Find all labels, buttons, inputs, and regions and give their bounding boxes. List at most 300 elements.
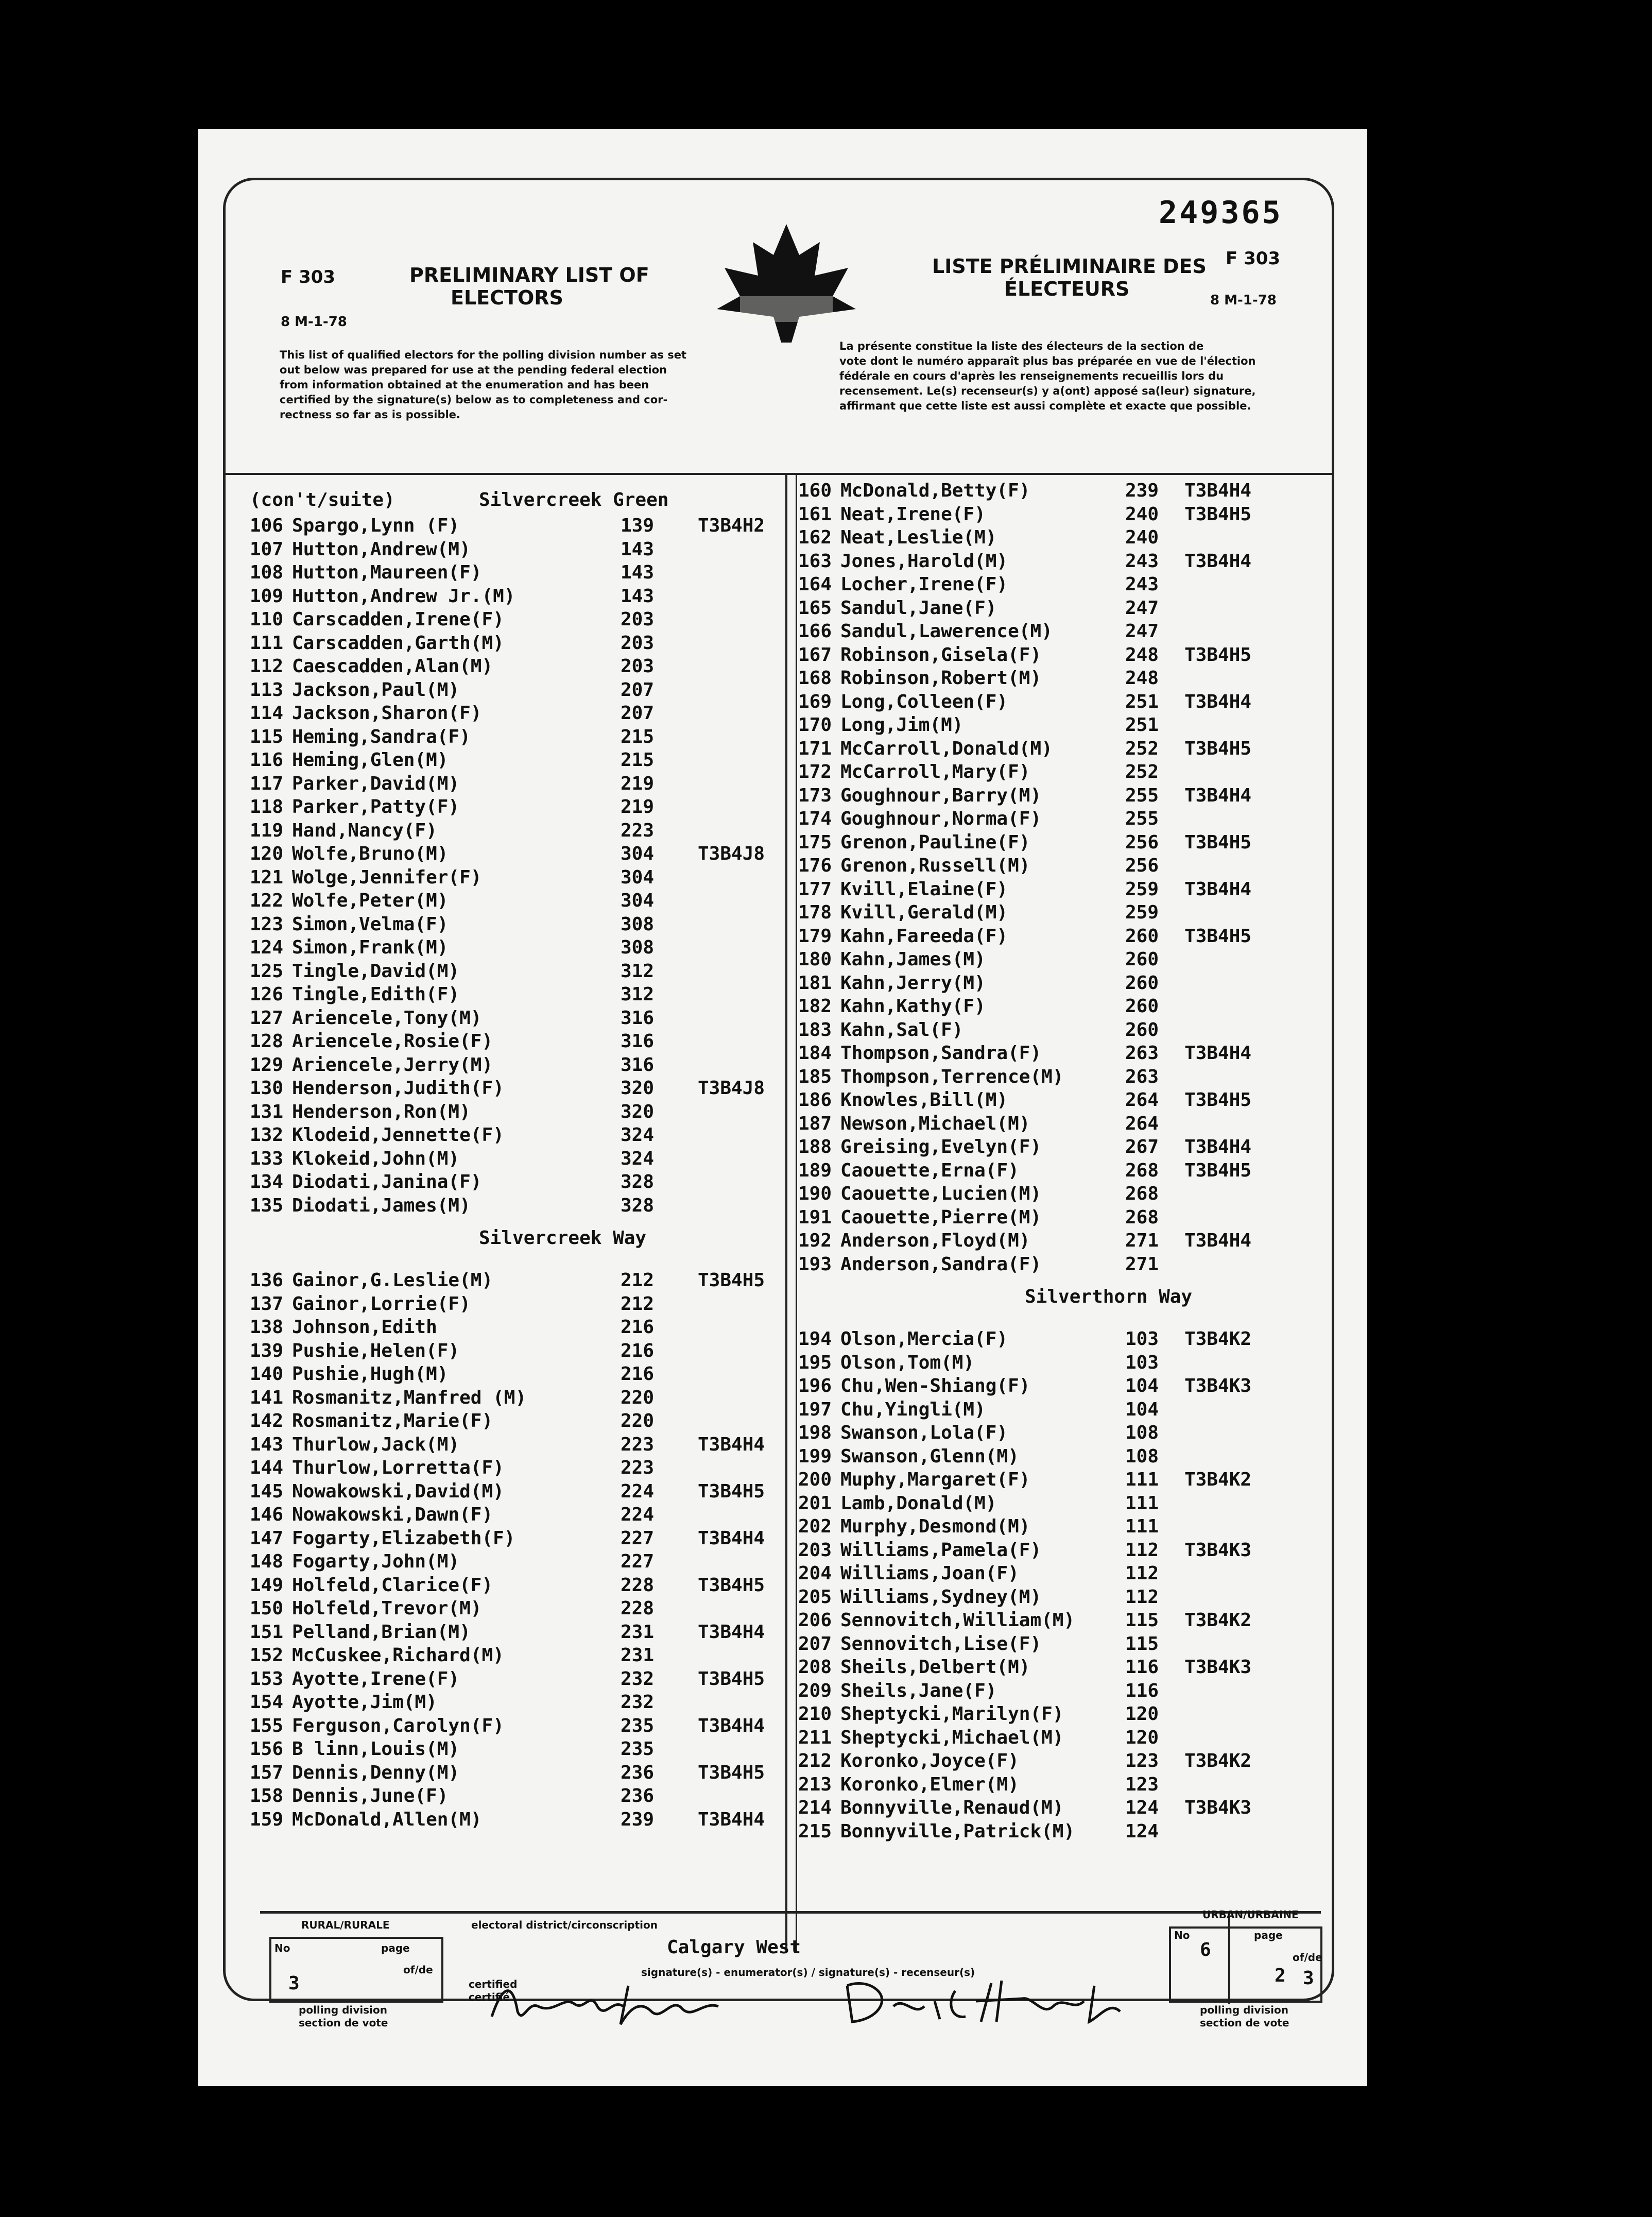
elector-name: Gainor,Lorrie(F) (292, 1293, 471, 1315)
elector-name: Tingle,Edith(F) (292, 984, 460, 1005)
civic-number: 236 (621, 1785, 655, 1806)
elector-number: 195 (798, 1352, 832, 1373)
elector-name: Long,Colleen(F) (840, 691, 1008, 712)
civic-number: 143 (621, 585, 655, 607)
title-en (409, 264, 649, 309)
elector-name: Gainor,G.Leslie(M) (292, 1270, 493, 1291)
postal-code: T3B4H4 (698, 1434, 765, 1455)
postal-code: T3B4H5 (1184, 925, 1252, 947)
elector-name: McDonald,Allen(M) (292, 1809, 482, 1830)
elector-name: Robinson,Robert(M) (840, 668, 1042, 689)
elector-name: Ayotte,Jim(M) (292, 1692, 437, 1713)
notice-line: La présente constitue la liste des électeurs de la section de (839, 340, 1204, 352)
elector-name: Ferguson,Carolyn(F) (292, 1715, 504, 1736)
civic-number: 228 (621, 1598, 655, 1619)
elector-name: Bonnyville,Patrick(M) (840, 1820, 1075, 1842)
elector-number: 198 (798, 1422, 832, 1443)
elector-name: Fogarty,Elizabeth(F) (292, 1527, 515, 1549)
title-fr-line2: ÉLECTEURS (1004, 278, 1130, 300)
civic-number: 228 (621, 1574, 655, 1596)
title-fr (932, 255, 1207, 300)
elector-name: Caouette,Lucien(M) (840, 1183, 1042, 1204)
civic-number: 252 (1125, 738, 1159, 759)
civic-number: 227 (621, 1551, 655, 1572)
elector-number: 172 (798, 761, 832, 782)
column-divider-inner (796, 473, 797, 1951)
civic-number: 216 (621, 1317, 655, 1338)
serial-number: 249365 (1159, 195, 1283, 231)
civic-number: 312 (621, 984, 655, 1005)
elector-name: Thurlow,Lorretta(F) (292, 1457, 504, 1478)
elector-name: Williams,Joan(F) (840, 1563, 1019, 1584)
elector-number: 121 (250, 866, 284, 888)
civic-number: 112 (1125, 1563, 1159, 1584)
elector-number: 189 (798, 1159, 832, 1181)
civic-number: 111 (1125, 1469, 1159, 1490)
elector-name: Rosmanitz,Marie(F) (292, 1410, 493, 1431)
title-fr-line1: LISTE PRÉLIMINAIRE DES (932, 255, 1207, 278)
civic-number: 203 (621, 609, 655, 630)
elector-name: Thompson,Sandra(F) (840, 1043, 1042, 1064)
street-name: Silvercreek Way (479, 1227, 647, 1249)
civic-number: 243 (1125, 550, 1159, 572)
elector-number: 156 (250, 1738, 284, 1760)
postal-code: T3B4H5 (698, 1762, 765, 1783)
elector-name: Hand,Nancy(F) (292, 820, 437, 841)
postal-code: T3B4H4 (698, 1809, 765, 1830)
elector-number: 117 (250, 773, 284, 794)
civic-number: 112 (1125, 1586, 1159, 1608)
elector-name: Jones,Harold(M) (840, 550, 1008, 572)
elector-number: 116 (250, 749, 284, 771)
urban-polling-division-label: polling division (1200, 2004, 1288, 2016)
elector-name: Heming,Sandra(F) (292, 726, 471, 747)
postal-code: T3B4H4 (698, 1621, 765, 1643)
civic-number: 203 (621, 656, 655, 677)
notice-line: fédérale en cours d'après les renseignements recueillis lors du (839, 370, 1224, 382)
civic-number: 239 (621, 1809, 655, 1830)
street-name: Silverthorn Way (1025, 1286, 1193, 1307)
elector-number: 196 (798, 1375, 832, 1396)
civic-number: 112 (1125, 1539, 1159, 1561)
title-en-line1: PRELIMINARY LIST OF (409, 264, 649, 286)
civic-number: 108 (1125, 1422, 1159, 1443)
elector-number: 142 (250, 1410, 284, 1431)
elector-number: 211 (798, 1727, 832, 1748)
elector-name: Thurlow,Jack(M) (292, 1434, 460, 1455)
civic-number: 268 (1125, 1159, 1159, 1181)
civic-number: 304 (621, 890, 655, 911)
postal-code: T3B4K3 (1184, 1539, 1252, 1561)
elector-number: 144 (250, 1457, 284, 1478)
elector-number: 166 (798, 621, 832, 642)
postal-code: T3B4K3 (1184, 1375, 1252, 1396)
urban-polling-division-label-fr: section de vote (1200, 2017, 1289, 2029)
civic-number: 104 (1125, 1375, 1159, 1396)
elector-name: Pushie,Helen(F) (292, 1340, 460, 1361)
civic-number: 116 (1125, 1657, 1159, 1678)
elector-name: Swanson,Glenn(M) (840, 1445, 1019, 1467)
elector-name: Grenon,Russell(M) (840, 855, 1030, 876)
elector-number: 214 (798, 1797, 832, 1818)
elector-number: 192 (798, 1230, 832, 1251)
postal-code: T3B4H5 (1184, 503, 1252, 525)
elector-number: 113 (250, 679, 284, 701)
elector-number: 151 (250, 1621, 284, 1643)
notice-line: affirmant que cette liste est aussi complète et exacte que possible. (839, 400, 1251, 412)
elector-number: 119 (250, 820, 284, 841)
elector-name: Kahn,Fareeda(F) (840, 925, 1008, 947)
elector-name: Dennis,Denny(M) (292, 1762, 460, 1783)
elector-number: 139 (250, 1340, 284, 1361)
civic-number: 264 (1125, 1089, 1159, 1111)
postal-code: T3B4J8 (698, 843, 765, 864)
elector-name: Tingle,David(M) (292, 960, 460, 982)
elector-name: McDonald,Betty(F) (840, 480, 1030, 501)
elector-number: 204 (798, 1563, 832, 1584)
civic-number: 215 (621, 726, 655, 747)
elector-number: 187 (798, 1113, 832, 1134)
elector-number: 178 (798, 902, 832, 923)
elector-name: Thompson,Terrence(M) (840, 1066, 1064, 1087)
elector-number: 182 (798, 996, 832, 1017)
elector-name: Kvill,Gerald(M) (840, 902, 1008, 923)
elector-name: Robinson,Gisela(F) (840, 644, 1042, 666)
postal-code: T3B4H4 (1184, 1230, 1252, 1251)
elector-number: 157 (250, 1762, 284, 1783)
elector-name: Hutton,Maureen(F) (292, 562, 482, 583)
civic-number: 324 (621, 1148, 655, 1169)
elector-name: Sandul,Jane(F) (840, 597, 997, 619)
elector-number: 200 (798, 1469, 832, 1490)
postal-code: T3B4K2 (1184, 1328, 1252, 1350)
civic-number: 312 (621, 960, 655, 982)
civic-number: 207 (621, 703, 655, 724)
notice-en (280, 348, 733, 422)
civic-number: 259 (1125, 902, 1159, 923)
civic-number: 216 (621, 1363, 655, 1385)
civic-number: 111 (1125, 1516, 1159, 1537)
elector-number: 164 (798, 574, 832, 595)
elector-number: 141 (250, 1387, 284, 1408)
elector-name: Swanson,Lola(F) (840, 1422, 1008, 1443)
civic-number: 115 (1125, 1633, 1159, 1655)
civic-number: 143 (621, 562, 655, 583)
elector-name: Parker,Patty(F) (292, 796, 460, 817)
civic-number: 267 (1125, 1136, 1159, 1157)
rural-polling-division-label-fr: section de vote (299, 2017, 388, 2029)
civic-number: 263 (1125, 1043, 1159, 1064)
elector-name: Ariencele,Rosie(F) (292, 1031, 493, 1052)
postal-code: T3B4H5 (698, 1574, 765, 1596)
civic-number: 316 (621, 1054, 655, 1076)
elector-number: 137 (250, 1293, 284, 1315)
civic-number: 260 (1125, 925, 1159, 947)
postal-code: T3B4K2 (1184, 1610, 1252, 1631)
elector-number: 128 (250, 1031, 284, 1052)
civic-number: 240 (1125, 503, 1159, 525)
electoral-district-value: Calgary West (667, 1937, 801, 1958)
signature-label: signature(s) - enumerator(s) / signature(s) - recenseur(s) (641, 1966, 975, 1979)
elector-name: McCuskee,Richard(M) (292, 1645, 504, 1666)
civic-number: 236 (621, 1762, 655, 1783)
elector-number: 158 (250, 1785, 284, 1806)
elector-name: Koronko,Joyce(F) (840, 1750, 1019, 1771)
rural-polling-division-label: polling division (299, 2004, 387, 2016)
elector-name: Wolfe,Bruno(M) (292, 843, 449, 864)
elector-number: 173 (798, 785, 832, 806)
civic-number: 243 (1125, 574, 1159, 595)
elector-number: 125 (250, 960, 284, 982)
civic-number: 247 (1125, 621, 1159, 642)
elector-number: 112 (250, 656, 284, 677)
elector-name: Bonnyville,Renaud(M) (840, 1797, 1064, 1818)
elector-name: Koronko,Elmer(M) (840, 1773, 1019, 1795)
elector-name: Spargo,Lynn (F) (292, 515, 460, 536)
certified-label: certified (469, 1978, 518, 1990)
civic-number: 111 (1125, 1492, 1159, 1514)
elector-name: Caouette,Erna(F) (840, 1159, 1019, 1181)
elector-number: 127 (250, 1007, 284, 1029)
elector-number: 168 (798, 668, 832, 689)
elector-name: Carscadden,Garth(M) (292, 632, 504, 654)
elector-name: Dennis,June(F) (292, 1785, 449, 1806)
civic-number: 271 (1125, 1253, 1159, 1275)
urban-page-label: page (1254, 1929, 1283, 1941)
civic-number: 103 (1125, 1352, 1159, 1373)
elector-name: Klodeid,Jennette(F) (292, 1124, 504, 1146)
civic-number: 260 (1125, 949, 1159, 970)
notice-line: certified by the signature(s) below as to completeness and cor- (280, 394, 668, 406)
civic-number: 224 (621, 1504, 655, 1525)
elector-number: 207 (798, 1633, 832, 1655)
civic-number: 308 (621, 937, 655, 958)
elector-number: 186 (798, 1089, 832, 1111)
elector-number: 138 (250, 1317, 284, 1338)
postal-code: T3B4J8 (698, 1078, 765, 1099)
elector-name: Kahn,Sal(F) (840, 1019, 963, 1041)
elector-name: Kahn,Jerry(M) (840, 972, 986, 994)
civic-number: 316 (621, 1031, 655, 1052)
elector-number: 193 (798, 1253, 832, 1275)
civic-number: 219 (621, 796, 655, 817)
civic-number: 328 (621, 1171, 655, 1192)
elector-name: Sandul,Lawerence(M) (840, 621, 1053, 642)
elector-name: Murphy,Desmond(M) (840, 1516, 1030, 1537)
civic-number: 120 (1125, 1703, 1159, 1725)
elector-name: Carscadden,Irene(F) (292, 609, 504, 630)
elector-name: Sheptycki,Michael(M) (840, 1727, 1064, 1748)
postal-code: T3B4K3 (1184, 1657, 1252, 1678)
urban-no-label: No (1174, 1929, 1190, 1941)
elector-number: 146 (250, 1504, 284, 1525)
elector-name: Kvill,Elaine(F) (840, 878, 1008, 900)
elector-name: Henderson,Ron(M) (292, 1101, 471, 1122)
elector-name: Sheils,Jane(F) (840, 1680, 997, 1701)
civic-number: 124 (1125, 1820, 1159, 1842)
elector-number: 191 (798, 1206, 832, 1228)
elector-number: 202 (798, 1516, 832, 1537)
rural-of-label: of/de (403, 1964, 433, 1976)
elector-name: Knowles,Bill(M) (840, 1089, 1008, 1111)
civic-number: 260 (1125, 1019, 1159, 1041)
postal-code: T3B4H4 (1184, 550, 1252, 572)
elector-number: 171 (798, 738, 832, 759)
civic-number: 247 (1125, 597, 1159, 619)
elector-name: Sennovitch,Lise(F) (840, 1633, 1042, 1655)
civic-number: 255 (1125, 785, 1159, 806)
elector-name: Muphy,Margaret(F) (840, 1469, 1030, 1490)
postal-code: T3B4H5 (698, 1270, 765, 1291)
elector-name: Goughnour,Norma(F) (840, 808, 1042, 829)
civic-number: 268 (1125, 1183, 1159, 1204)
civic-number: 308 (621, 913, 655, 935)
civic-number: 304 (621, 843, 655, 864)
civic-number: 263 (1125, 1066, 1159, 1087)
postal-code: T3B4H4 (698, 1715, 765, 1736)
elector-name: Caescadden,Alan(M) (292, 656, 493, 677)
elector-name: Newson,Michael(M) (840, 1113, 1030, 1134)
elector-number: 194 (798, 1328, 832, 1350)
notice-line: This list of qualified electors for the polling division number as set (280, 349, 686, 361)
elector-number: 134 (250, 1171, 284, 1192)
civic-number: 232 (621, 1668, 655, 1690)
elector-name: Holfeld,Clarice(F) (292, 1574, 493, 1596)
civic-number: 123 (1125, 1773, 1159, 1795)
civic-number: 328 (621, 1195, 655, 1216)
elector-number: 185 (798, 1066, 832, 1087)
elector-number: 184 (798, 1043, 832, 1064)
elector-number: 124 (250, 937, 284, 958)
elector-number: 136 (250, 1270, 284, 1291)
elector-name: Pelland,Brian(M) (292, 1621, 471, 1643)
civic-number: 320 (621, 1078, 655, 1099)
elector-number: 152 (250, 1645, 284, 1666)
elector-number: 106 (250, 515, 284, 536)
civic-number: 231 (621, 1621, 655, 1643)
postal-code: T3B4H4 (1184, 480, 1252, 501)
civic-number: 251 (1125, 691, 1159, 712)
elector-name: Greising,Evelyn(F) (840, 1136, 1042, 1157)
elector-number: 199 (798, 1445, 832, 1467)
civic-number: 251 (1125, 714, 1159, 736)
elector-number: 174 (798, 808, 832, 829)
civic-number: 255 (1125, 808, 1159, 829)
elector-number: 181 (798, 972, 832, 994)
elector-number: 159 (250, 1809, 284, 1830)
urban-box (1169, 1926, 1322, 2003)
elector-number: 111 (250, 632, 284, 654)
street-name: Silvercreek Green (479, 489, 669, 510)
form-number-left: F 303 (281, 267, 336, 287)
elector-number: 147 (250, 1527, 284, 1549)
postal-code: T3B4H5 (698, 1668, 765, 1690)
elector-number: 175 (798, 831, 832, 853)
elector-number: 177 (798, 878, 832, 900)
enumerator-signature-1 (487, 1975, 734, 2032)
elector-name: Diodati,James(M) (292, 1195, 471, 1216)
civic-number: 139 (621, 515, 655, 536)
form-number-right: F 303 (1226, 248, 1281, 269)
elector-number: 110 (250, 609, 284, 630)
column-divider (785, 473, 787, 1951)
elector-number: 135 (250, 1195, 284, 1216)
elector-number: 122 (250, 890, 284, 911)
elector-name: Grenon,Pauline(F) (840, 831, 1030, 853)
elector-number: 162 (798, 527, 832, 548)
civic-number: 212 (621, 1270, 655, 1291)
elector-name: Johnson,Edith (292, 1317, 437, 1338)
civic-number: 143 (621, 538, 655, 560)
elector-number: 155 (250, 1715, 284, 1736)
elector-number: 118 (250, 796, 284, 817)
elector-name: Chu,Yingli(M) (840, 1399, 986, 1420)
elector-name: Anderson,Floyd(M) (840, 1230, 1030, 1251)
elector-name: Williams,Pamela(F) (840, 1539, 1042, 1561)
elector-name: Sheils,Delbert(M) (840, 1657, 1030, 1678)
urban-label: URBAN/URBAINE (1202, 1908, 1299, 1921)
urban-of-value: 3 (1303, 1968, 1314, 1989)
civic-number: 256 (1125, 855, 1159, 876)
header-divider (223, 473, 1334, 475)
postal-code: T3B4H5 (1184, 738, 1252, 759)
form-date-left: 8 M-1-78 (281, 314, 347, 330)
postal-code: T3B4H4 (1184, 785, 1252, 806)
enumerator-signature-2 (837, 1970, 1146, 2032)
civic-number: 219 (621, 773, 655, 794)
civic-number: 216 (621, 1340, 655, 1361)
postal-code: T3B4H4 (698, 1527, 765, 1549)
elector-name: Lamb,Donald(M) (840, 1492, 997, 1514)
civic-number: 264 (1125, 1113, 1159, 1134)
elector-name: Heming,Glen(M) (292, 749, 449, 771)
elector-name: Ariencele,Jerry(M) (292, 1054, 493, 1076)
civic-number: 260 (1125, 972, 1159, 994)
elector-number: 213 (798, 1773, 832, 1795)
elector-number: 154 (250, 1692, 284, 1713)
elector-name: Locher,Irene(F) (840, 574, 1008, 595)
postal-code: T3B4H4 (1184, 878, 1252, 900)
civic-number: 232 (621, 1692, 655, 1713)
civic-number: 271 (1125, 1230, 1159, 1251)
elector-number: 109 (250, 585, 284, 607)
elector-number: 201 (798, 1492, 832, 1514)
civic-number: 203 (621, 632, 655, 654)
civic-number: 116 (1125, 1680, 1159, 1701)
urban-of-label: of/de (1293, 1951, 1322, 1964)
footer-divider (260, 1911, 1321, 1914)
notice-fr (839, 339, 1303, 414)
rural-page-label: page (381, 1942, 410, 1954)
elector-number: 165 (798, 597, 832, 619)
title-en-line2: ELECTORS (451, 286, 563, 309)
elector-number: 149 (250, 1574, 284, 1596)
elector-name: Anderson,Sandra(F) (840, 1253, 1042, 1275)
civic-number: 124 (1125, 1797, 1159, 1818)
civic-number: 108 (1125, 1445, 1159, 1467)
postal-code: T3B4K3 (1184, 1797, 1252, 1818)
elector-number: 176 (798, 855, 832, 876)
elector-name: Holfeld,Trevor(M) (292, 1598, 482, 1619)
civic-number: 220 (621, 1410, 655, 1431)
elector-number: 167 (798, 644, 832, 666)
civic-number: 220 (621, 1387, 655, 1408)
elector-name: Neat,Irene(F) (840, 503, 986, 525)
elector-number: 206 (798, 1610, 832, 1631)
elector-name: Olson,Mercia(F) (840, 1328, 1008, 1350)
elector-number: 212 (798, 1750, 832, 1771)
postal-code: T3B4H5 (1184, 1089, 1252, 1111)
